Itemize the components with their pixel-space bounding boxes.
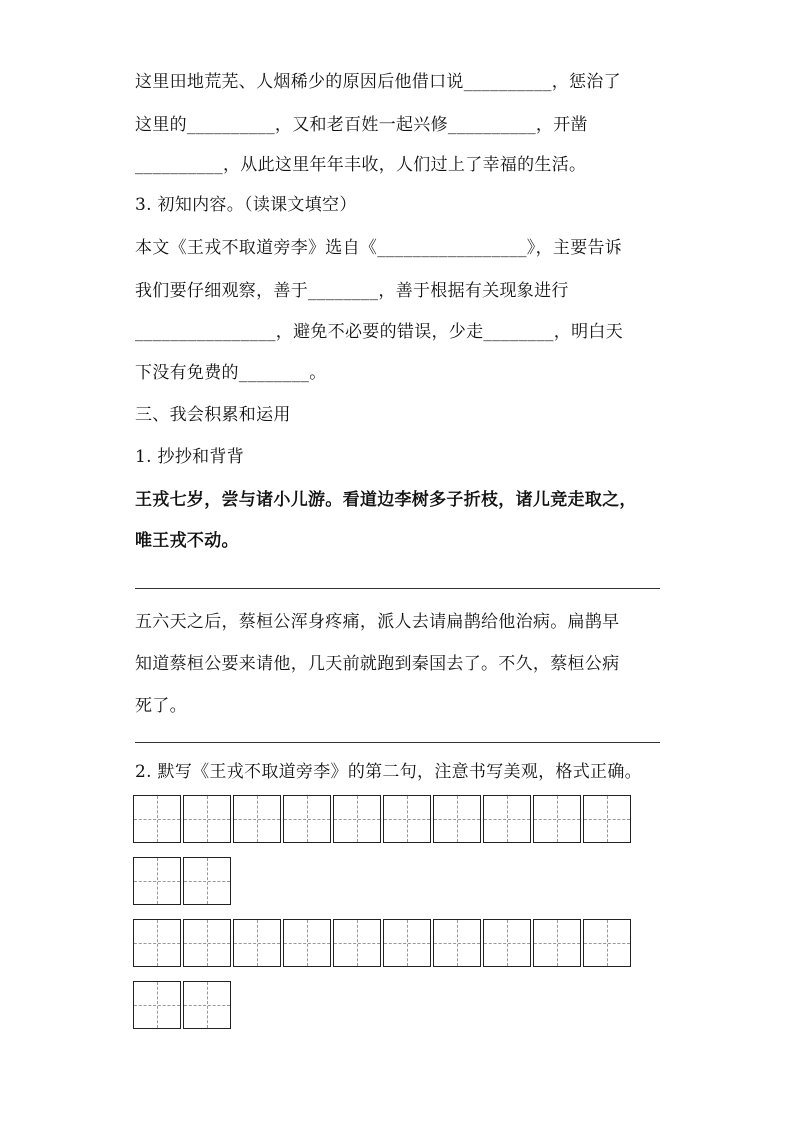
copy-answer-line-1[interactable]	[135, 588, 660, 589]
writing-grid-cell[interactable]	[583, 919, 631, 967]
question-3-heading: 3. 初知内容。（读课文填空）	[135, 195, 357, 215]
writing-grid-cell[interactable]	[233, 795, 281, 843]
section-3-heading: 三、我会积累和运用	[135, 405, 291, 425]
writing-grid-cell[interactable]	[133, 795, 181, 843]
copy-answer-line-2[interactable]	[135, 742, 660, 743]
task-2-heading: 2. 默写《王戎不取道旁李》的第二句，注意书写美观，格式正确。	[135, 762, 642, 782]
writing-grid-cell[interactable]	[283, 795, 331, 843]
writing-grid-cell[interactable]	[383, 795, 431, 843]
writing-grid-row	[133, 795, 633, 843]
writing-grid-cell[interactable]	[533, 795, 581, 843]
writing-grid-cell[interactable]	[133, 919, 181, 967]
text-line-7: ________________，避免不必要的错误，少走________，明白天	[135, 322, 623, 342]
writing-grid-row	[133, 981, 233, 1029]
bold-passage-line-1: 王戎七岁，尝与诸小儿游。看道边李树多子折枝，诸儿竞走取之，	[135, 490, 637, 510]
writing-grid-cell[interactable]	[183, 795, 231, 843]
writing-grid-cell[interactable]	[183, 981, 231, 1029]
passage-line-3: 死了。	[135, 696, 187, 716]
writing-grid-cell[interactable]	[133, 857, 181, 905]
text-line-6: 我们要仔细观察，善于________，善于根据有关现象进行	[135, 281, 569, 301]
passage-line-1: 五六天之后，蔡桓公浑身疼痛，派人去请扁鹊给他治病。扁鹊早	[135, 612, 620, 632]
writing-grid-cell[interactable]	[583, 795, 631, 843]
writing-grid-cell[interactable]	[433, 795, 481, 843]
text-line-8: 下没有免费的________。	[135, 363, 327, 383]
writing-grid-cell[interactable]	[433, 919, 481, 967]
writing-grid-cell[interactable]	[133, 981, 181, 1029]
writing-grid-cell[interactable]	[333, 919, 381, 967]
writing-grid-cell[interactable]	[383, 919, 431, 967]
text-line-2: 这里的__________，又和老百姓一起兴修__________，开凿	[135, 115, 588, 135]
task-1-heading: 1. 抄抄和背背	[135, 447, 245, 467]
bold-passage-line-2: 唯王戎不动。	[135, 531, 239, 551]
text-line-1: 这里田地荒芜、人烟稀少的原因后他借口说__________，惩治了	[135, 72, 621, 92]
passage-line-2: 知道蔡桓公要来请他，几天前就跑到秦国去了。不久，蔡桓公病	[135, 654, 620, 674]
text-line-3: __________，从此这里年年丰收，人们过上了幸福的生活。	[135, 155, 587, 175]
writing-grid-cell[interactable]	[533, 919, 581, 967]
writing-grid-cell[interactable]	[183, 857, 231, 905]
writing-grid-cell[interactable]	[233, 919, 281, 967]
text-line-5: 本文《王戎不取道旁李》选自《_________________》，主要告诉	[135, 238, 623, 258]
writing-grid-row	[133, 857, 233, 905]
writing-grid-cell[interactable]	[333, 795, 381, 843]
writing-grid-cell[interactable]	[283, 919, 331, 967]
writing-grid-cell[interactable]	[483, 795, 531, 843]
writing-grid-cell[interactable]	[483, 919, 531, 967]
writing-grid-row	[133, 919, 633, 967]
writing-grid-cell[interactable]	[183, 919, 231, 967]
